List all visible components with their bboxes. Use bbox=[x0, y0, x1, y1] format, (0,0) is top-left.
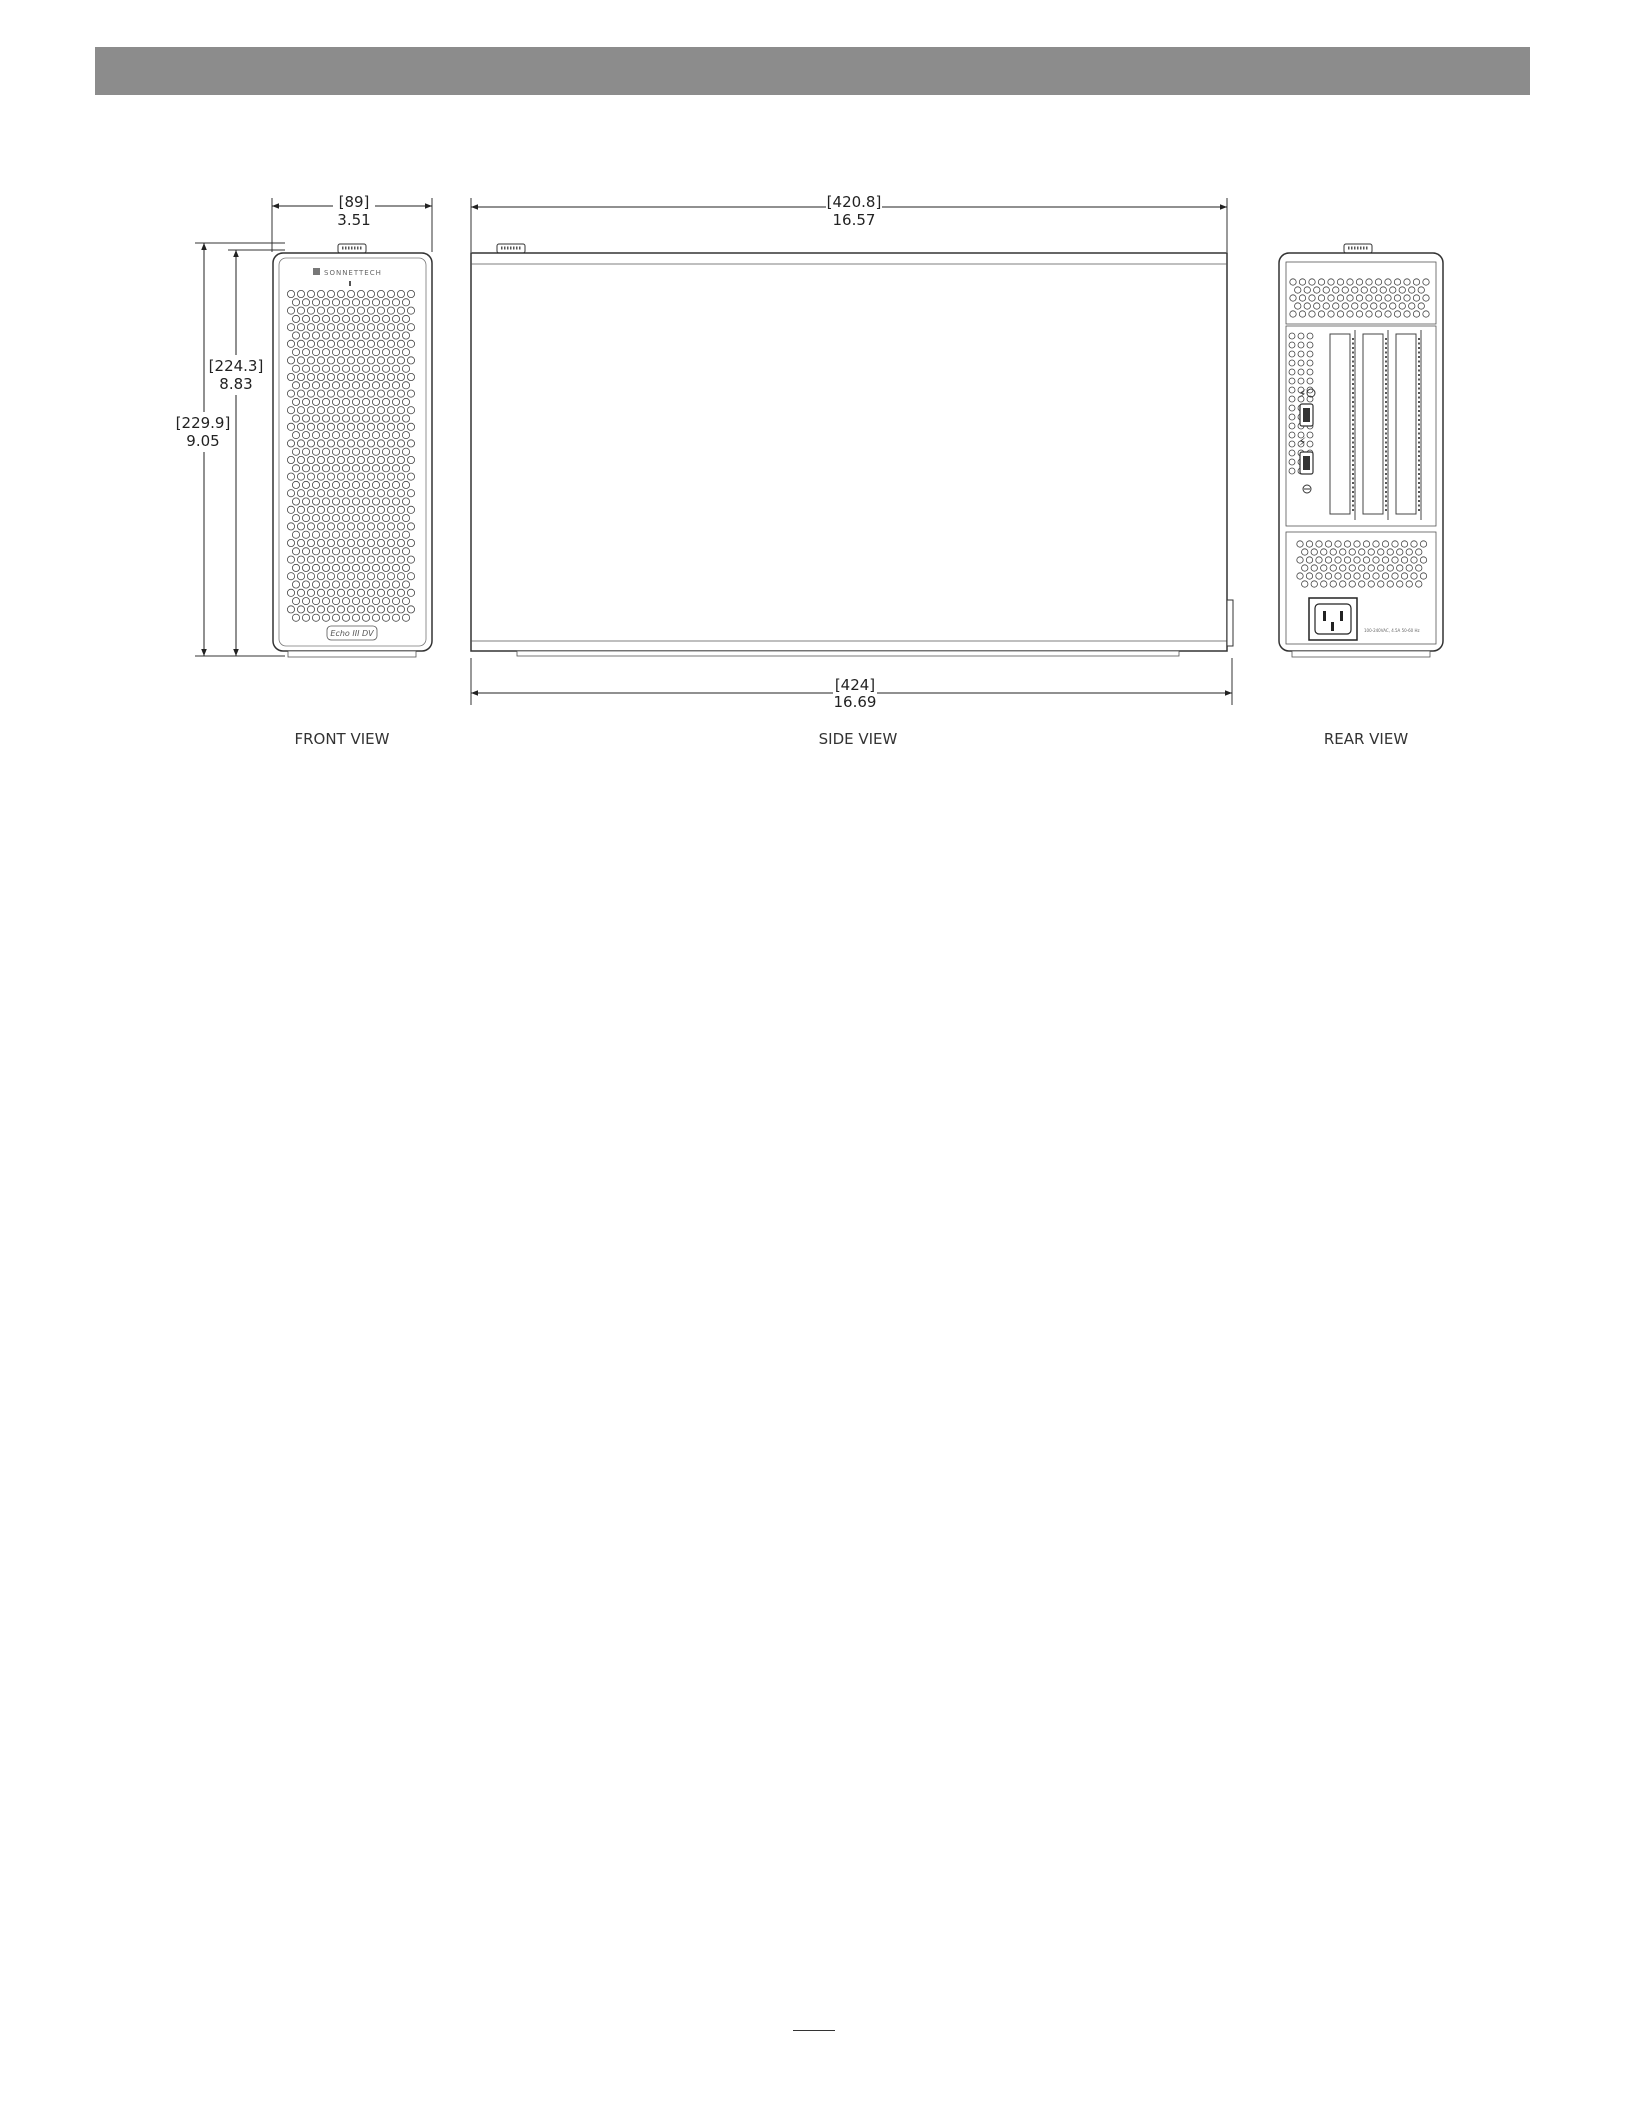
front-brand: SONNETTECH bbox=[324, 269, 382, 277]
slot-vent bbox=[1385, 437, 1387, 439]
slot-vent bbox=[1418, 451, 1420, 453]
slot-vent bbox=[1418, 401, 1420, 403]
slot-vent bbox=[1352, 509, 1354, 511]
side-top-mm: [420.8] bbox=[826, 193, 882, 211]
slot-vent bbox=[1352, 374, 1354, 376]
slot-vent bbox=[1385, 433, 1387, 435]
pcie-slots bbox=[1330, 330, 1421, 520]
slot-vent bbox=[1352, 365, 1354, 367]
slot-vent bbox=[1352, 487, 1354, 489]
slot-vent bbox=[1385, 478, 1387, 480]
slot-vent bbox=[1418, 428, 1420, 430]
slot-vent bbox=[1352, 352, 1354, 354]
front-view bbox=[175, 193, 432, 748]
slot-vent bbox=[1385, 424, 1387, 426]
slot-vent bbox=[1418, 410, 1420, 412]
slot-vent bbox=[1385, 379, 1387, 381]
slot-vent bbox=[1418, 455, 1420, 457]
slot-vent bbox=[1352, 428, 1354, 430]
slot-vent bbox=[1418, 446, 1420, 448]
slot-vent bbox=[1385, 455, 1387, 457]
slot-vent bbox=[1385, 446, 1387, 448]
front-view-label: FRONT VIEW bbox=[294, 730, 390, 748]
sonnet-logo-icon bbox=[313, 268, 320, 275]
slot-vent bbox=[1418, 406, 1420, 408]
slot-vent bbox=[1385, 482, 1387, 484]
slot-vent bbox=[1352, 451, 1354, 453]
slot-vent bbox=[1418, 433, 1420, 435]
slot-vent bbox=[1418, 365, 1420, 367]
slot-vent bbox=[1352, 505, 1354, 507]
slot-vent bbox=[1418, 491, 1420, 493]
slot-vent bbox=[1418, 487, 1420, 489]
front-model: Echo III DV bbox=[330, 629, 374, 638]
slot-vent bbox=[1352, 338, 1354, 340]
slot-vent bbox=[1385, 509, 1387, 511]
front-width-mm: [89] bbox=[338, 193, 370, 211]
slot-vent bbox=[1385, 338, 1387, 340]
front-foot bbox=[288, 651, 416, 657]
slot-vent bbox=[1418, 419, 1420, 421]
slot-vent bbox=[1418, 356, 1420, 358]
slot-vent bbox=[1418, 496, 1420, 498]
slot-vent bbox=[1352, 397, 1354, 399]
slot-vent bbox=[1418, 442, 1420, 444]
slot-vent bbox=[1418, 352, 1420, 354]
slot-vent bbox=[1352, 473, 1354, 475]
slot-vent bbox=[1418, 500, 1420, 502]
slot-vent bbox=[1385, 370, 1387, 372]
slot-vent bbox=[1352, 388, 1354, 390]
slot-vent bbox=[1385, 347, 1387, 349]
slot-vent bbox=[1385, 388, 1387, 390]
thunderbolt-icon: ⚡ bbox=[1298, 387, 1307, 401]
slot-vent bbox=[1385, 419, 1387, 421]
slot-vent bbox=[1385, 397, 1387, 399]
slot-vent bbox=[1352, 442, 1354, 444]
power-connector-icon bbox=[1309, 598, 1357, 640]
slot-vent bbox=[1352, 347, 1354, 349]
slot-vent bbox=[1385, 406, 1387, 408]
slot-vent bbox=[1385, 487, 1387, 489]
slot-vent bbox=[1418, 469, 1420, 471]
slot-vent bbox=[1352, 379, 1354, 381]
slot-vent bbox=[1418, 424, 1420, 426]
front-width-in: 3.51 bbox=[337, 211, 371, 229]
slot-vent bbox=[1385, 500, 1387, 502]
slot-vent bbox=[1352, 464, 1354, 466]
slot-vent bbox=[1418, 343, 1420, 345]
slot-vent bbox=[1352, 446, 1354, 448]
slot-vent bbox=[1385, 361, 1387, 363]
slot-vent bbox=[1418, 505, 1420, 507]
side-chassis bbox=[471, 253, 1227, 651]
slot-vent bbox=[1418, 464, 1420, 466]
slot-vent bbox=[1352, 460, 1354, 462]
front-height2-mm: [229.9] bbox=[175, 414, 231, 432]
slot-vent bbox=[1352, 491, 1354, 493]
slot-vent bbox=[1418, 460, 1420, 462]
slot-vent bbox=[1418, 374, 1420, 376]
thunderbolt-icon: ⚡ bbox=[1298, 435, 1307, 449]
slot-vent bbox=[1385, 469, 1387, 471]
slot-vent bbox=[1352, 469, 1354, 471]
slot-vent bbox=[1352, 406, 1354, 408]
slot-vent bbox=[1352, 478, 1354, 480]
slot-vent bbox=[1385, 464, 1387, 466]
slot-vent bbox=[1385, 356, 1387, 358]
front-height1-in: 8.83 bbox=[219, 375, 253, 393]
slot-vent bbox=[1418, 482, 1420, 484]
slot-vent bbox=[1418, 370, 1420, 372]
slot-vent bbox=[1418, 397, 1420, 399]
slot-vent bbox=[1385, 505, 1387, 507]
slot-vent bbox=[1385, 496, 1387, 498]
slot-vent bbox=[1385, 374, 1387, 376]
slot-vent bbox=[1385, 401, 1387, 403]
slot-vent bbox=[1385, 473, 1387, 475]
slot-vent bbox=[1418, 383, 1420, 385]
rear-view bbox=[1279, 244, 1443, 748]
rear-foot bbox=[1292, 651, 1430, 657]
side-view-label: SIDE VIEW bbox=[818, 730, 898, 748]
side-view bbox=[471, 193, 1233, 748]
slot-vent bbox=[1418, 473, 1420, 475]
slot-vent bbox=[1385, 415, 1387, 417]
slot-vent bbox=[1385, 442, 1387, 444]
slot-vent bbox=[1352, 383, 1354, 385]
slot-vent bbox=[1385, 428, 1387, 430]
slot-vent bbox=[1385, 365, 1387, 367]
slot-vent bbox=[1352, 437, 1354, 439]
slot-vent bbox=[1352, 410, 1354, 412]
slot-vent bbox=[1352, 424, 1354, 426]
slot-vent bbox=[1385, 392, 1387, 394]
slot-vent bbox=[1418, 361, 1420, 363]
slot-vent bbox=[1352, 433, 1354, 435]
slot-vent bbox=[1418, 379, 1420, 381]
slot-vent bbox=[1385, 491, 1387, 493]
side-foot bbox=[517, 651, 1179, 656]
slot-vent bbox=[1352, 361, 1354, 363]
slot-vent bbox=[1352, 500, 1354, 502]
slot-vent bbox=[1385, 383, 1387, 385]
slot-vent bbox=[1418, 392, 1420, 394]
slot-vent bbox=[1352, 356, 1354, 358]
slot-vent bbox=[1352, 343, 1354, 345]
side-top-in: 16.57 bbox=[832, 211, 876, 229]
slot-vent bbox=[1418, 388, 1420, 390]
slot-vent bbox=[1352, 401, 1354, 403]
slot-vent bbox=[1418, 347, 1420, 349]
side-bottom-in: 16.69 bbox=[833, 693, 877, 711]
rear-view-label: REAR VIEW bbox=[1323, 730, 1409, 748]
slot-vent bbox=[1352, 415, 1354, 417]
slot-vent bbox=[1385, 451, 1387, 453]
slot-vent bbox=[1418, 338, 1420, 340]
slot-vent bbox=[1385, 460, 1387, 462]
slot-vent bbox=[1352, 482, 1354, 484]
slot-vent bbox=[1418, 415, 1420, 417]
slot-vent bbox=[1352, 392, 1354, 394]
page-number-rule bbox=[793, 2030, 835, 2031]
slot-vent bbox=[1352, 455, 1354, 457]
slot-vent bbox=[1385, 410, 1387, 412]
slot-vent bbox=[1418, 509, 1420, 511]
power-rating: 100-240VAC, 4.5A 50-60 Hz bbox=[1364, 628, 1420, 633]
slot-vent bbox=[1385, 352, 1387, 354]
front-height2-in: 9.05 bbox=[186, 432, 220, 450]
slot-vent bbox=[1352, 419, 1354, 421]
slot-vent bbox=[1352, 370, 1354, 372]
slot-vent bbox=[1385, 343, 1387, 345]
side-rear-bracket bbox=[1227, 600, 1233, 646]
slot-vent bbox=[1418, 437, 1420, 439]
slot-vent bbox=[1418, 478, 1420, 480]
side-bottom-mm: [424] bbox=[834, 676, 876, 694]
front-height1-mm: [224.3] bbox=[208, 357, 264, 375]
slot-vent bbox=[1352, 496, 1354, 498]
